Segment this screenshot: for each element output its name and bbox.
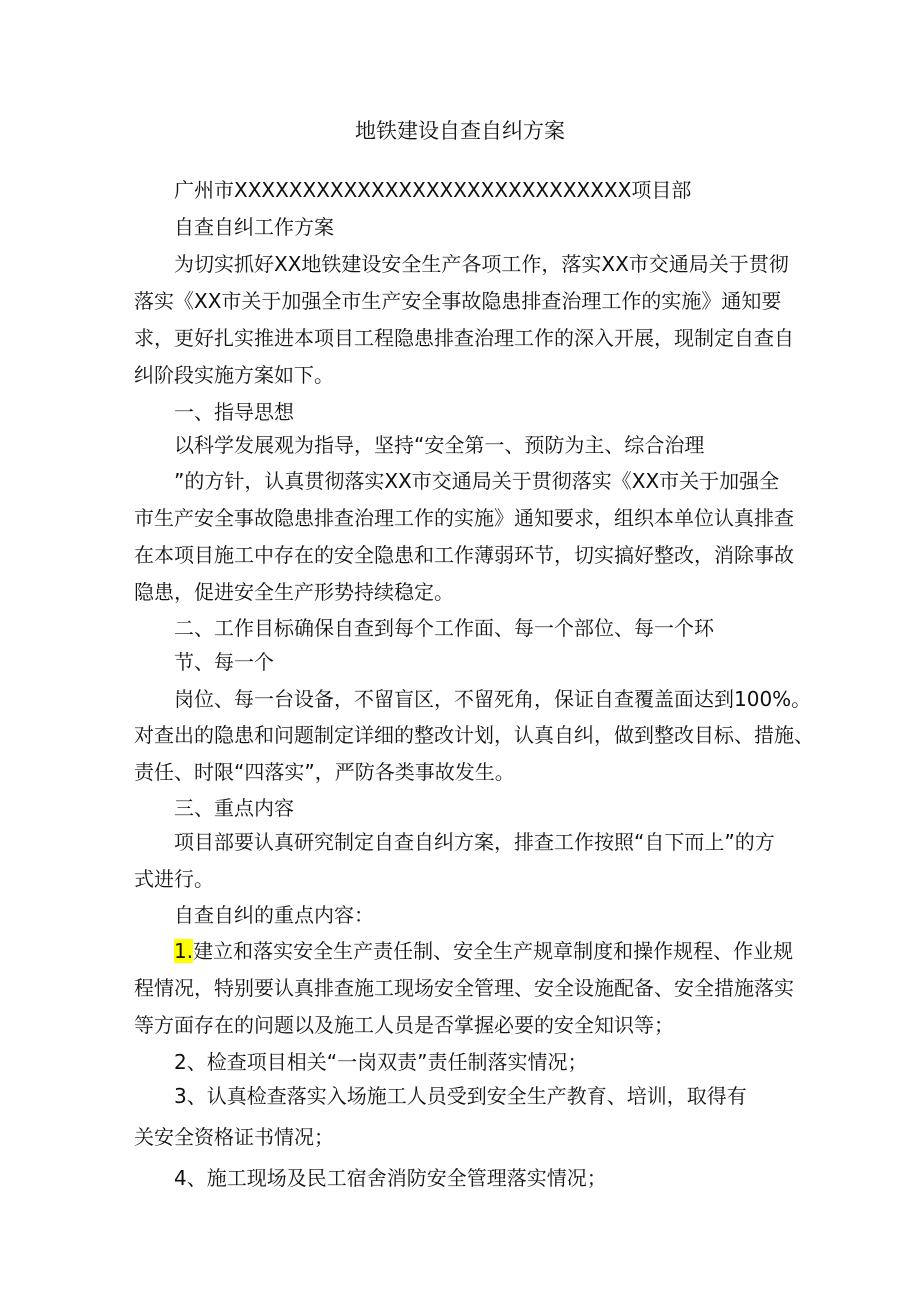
- paragraph-line: 落实《XX市关于加强全市生产安全事故隐患排查治理工作的实施》通知要: [134, 289, 782, 313]
- paragraph-line: 为切实抓好XX地铁建设安全生产各项工作，落实XX市交通局关于贯彻: [174, 252, 789, 276]
- paragraph-line: 责任、时限“四落实”，严防各类事故发生。: [134, 760, 515, 784]
- paragraph-line: 节、每一个: [174, 650, 274, 674]
- list-item: 2、检查项目相关“一岗双责”责任制落实情况；: [174, 1050, 588, 1074]
- paragraph-line: 以科学发展观为指导，坚持“安全第一、预防为主、综合治理: [174, 433, 705, 457]
- paragraph-line: 等方面存在的问题以及施工人员是否掌握必要的安全知识等；: [134, 1013, 674, 1037]
- paragraph-line: 程情况，特别要认真排查施工现场安全管理、安全设施配备、安全措施落实: [134, 976, 794, 1000]
- section-heading: 一、指导思想: [174, 400, 294, 424]
- section-heading: 二、工作目标确保自查到每个工作面、每一个部位、每一个环: [174, 616, 714, 640]
- paragraph-line: 关安全资格证书情况；: [134, 1125, 334, 1149]
- document-title: 地铁建设自查自纠方案: [355, 119, 565, 143]
- paragraph-line: 隐患，促进安全生产形势持续稳定。: [134, 580, 454, 604]
- list-item: [174, 937, 793, 965]
- paragraph-line: 市生产安全事故隐患排查治理工作的实施》通知要求，组织本单位认真排查: [134, 506, 794, 530]
- paragraph-line: 项目部要认真研究制定自查自纠方案，排查工作按照“自下而上”的方: [174, 830, 775, 854]
- paragraph-line: 式进行。: [134, 867, 214, 891]
- list-item: 3、认真检查落实入场施工人员受到安全生产教育、培训，取得有: [174, 1084, 747, 1108]
- highlighted-number: 1.: [174, 939, 194, 963]
- org-line: 广州市XXXXXXXXXXXXXXXXXXXXXXXXXXXXX项目部: [174, 178, 692, 202]
- section-heading: 三、重点内容: [174, 796, 294, 820]
- paragraph-line: ”的方针，认真贯彻落实XX市交通局关于贯彻落实《XX市关于加强全: [174, 469, 780, 493]
- paragraph-line: 在本项目施工中存在的安全隐患和工作薄弱环节，切实搞好整改，消除事故: [134, 543, 794, 567]
- paragraph-line: 纠阶段实施方案如下。: [134, 363, 334, 387]
- paragraph-line: 求，更好扎实推进本项目工程隐患排查治理工作的深入开展，现制定自查自: [134, 326, 794, 350]
- paragraph-line: 对查出的隐患和问题制定详细的整改计划，认真自纠，做到整改目标、措施、: [134, 723, 814, 747]
- paragraph-line: 自查自纠的重点内容：: [174, 903, 374, 927]
- list-item: 4、施工现场及民工宿舍消防安全管理落实情况；: [174, 1166, 607, 1190]
- list-item-text: 建立和落实安全生产责任制、安全生产规章制度和操作规程、作业规: [193, 939, 794, 963]
- subtitle-line: 自查自纠工作方案: [174, 215, 334, 239]
- paragraph-line: 岗位、每一台设备，不留盲区，不留死角，保证自查覆盖面达到100%。: [174, 687, 812, 711]
